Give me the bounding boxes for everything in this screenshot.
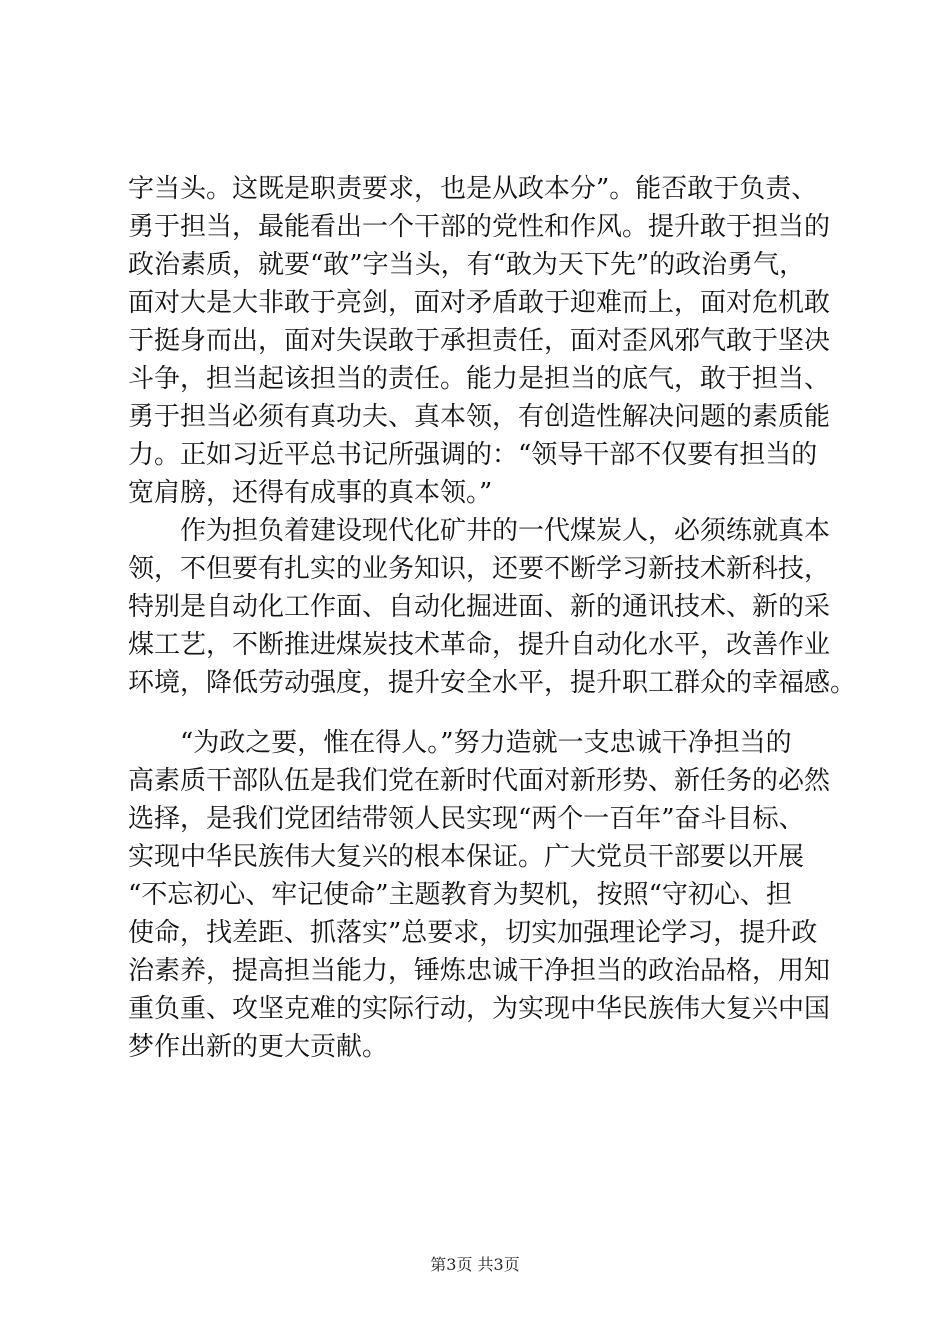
text-line: 宽肩膀，还得有成事的真本领。”	[128, 478, 493, 508]
text-line: “不忘初心、牢记使命”主题教育为契机，按照“守初心、担	[128, 880, 792, 910]
text-line: 勇于担当，最能看出一个干部的党性和作风。提升敢于担当的	[128, 212, 831, 242]
text-line: 作为担负着建设现代化矿井的一代煤炭人，必须练就真本	[180, 516, 831, 546]
document-body	[128, 170, 857, 1066]
text-line: 字当头。这既是职责要求，也是从政本分”。能否敢于负责、	[128, 174, 818, 204]
text-line: 高素质干部队伍是我们党在新时代面对新形势、新任务的必然	[128, 766, 831, 796]
text-line: 特别是自动化工作面、自动化掘进面、新的通讯技术、新的采	[128, 592, 831, 622]
text-line: 选择，是我们党团结带领人民实现“两个一百年”奋斗目标、	[128, 804, 805, 834]
text-line: 面对大是大非敢于亮剑，面对矛盾敢于迎难而上，面对危机敢	[128, 288, 831, 318]
text-line: 政治素质，就要“敢”字当头，有“敢为天下先”的政治勇气，	[128, 250, 806, 280]
text-line: 勇于担当必须有真功夫、真本领，有创造性解决问题的素质能	[128, 402, 831, 432]
text-line: 领，不但要有扎实的业务知识，还要不断学习新技术新科技，	[128, 554, 831, 584]
paragraph-gap	[128, 702, 828, 724]
text-line: 治素养，提高担当能力，锤炼忠诚干净担当的政治品格，用知	[128, 956, 831, 986]
text-line: 环境，降低劳动强度，提升安全水平，提升职工群众的幸福感。	[128, 668, 857, 698]
text-line: 斗争，担当起该担当的责任。能力是担当的底气，敢于担当、	[128, 364, 831, 394]
text-line: 煤工艺，不断推进煤炭技术革命，提升自动化水平，改善作业	[128, 630, 831, 660]
text-line: 实现中华民族伟大复兴的根本保证。广大党员干部要以开展	[128, 842, 805, 872]
text-line: 力。正如习近平总书记所强调的：“领导干部不仅要有担当的	[128, 440, 818, 470]
text-line: 重负重、攻坚克难的实际行动，为实现中华民族伟大复兴中国	[128, 994, 831, 1024]
text-line: 梦作出新的更大贡献。	[128, 1032, 389, 1062]
page-number-footer: 第3页 共3页	[430, 1255, 520, 1274]
text-line: “为政之要，惟在得人。”努力造就一支忠诚干净担当的	[180, 728, 792, 758]
text-line: 使命，找差距、抓落实”总要求，切实加强理论学习，提升政	[128, 918, 818, 948]
text-line: 于挺身而出，面对失误敢于承担责任，面对歪风邪气敢于坚决	[128, 326, 831, 356]
